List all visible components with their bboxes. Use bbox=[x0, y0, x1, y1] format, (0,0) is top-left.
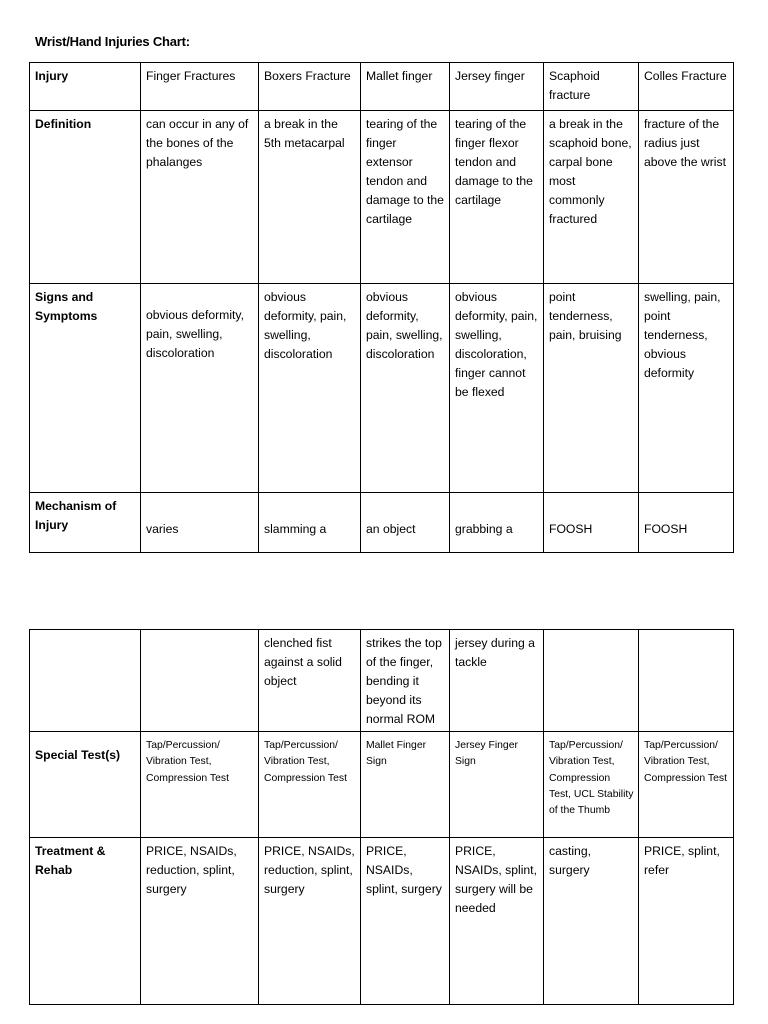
table-cell: Mallet Finger Sign bbox=[361, 732, 450, 838]
table-cell bbox=[639, 630, 734, 732]
row-header-special-tests: Special Test(s) bbox=[30, 732, 141, 838]
column-header-boxers-fracture: Boxers Fracture bbox=[259, 63, 361, 111]
table-cell: can occur in any of the bones of the phalanges bbox=[141, 111, 259, 284]
table-cell: an object bbox=[361, 493, 450, 553]
table-cell: tearing of the finger extensor tendon and damage to the cartilage bbox=[361, 111, 450, 284]
table-cell: PRICE, NSAIDs, reduction, splint, surgery bbox=[259, 838, 361, 1005]
row-header-mechanism-of-injury: Mechanism of Injury bbox=[30, 493, 141, 553]
table-cell: obvious deformity, pain, swelling, discoloration bbox=[361, 284, 450, 493]
table-cell: obvious deformity, pain, swelling, discoloration bbox=[141, 284, 259, 493]
table-row-special-tests bbox=[30, 732, 734, 838]
row-header-treatment-and-rehab: Treatment & Rehab bbox=[30, 838, 141, 1005]
table-cell bbox=[544, 630, 639, 732]
table-cell: casting, surgery bbox=[544, 838, 639, 1005]
row-header-injury: Injury bbox=[30, 63, 141, 111]
table-row-treatment-and-rehab bbox=[30, 838, 734, 1005]
table-row-mechanism-of-injury bbox=[30, 493, 734, 553]
table-row-injury bbox=[30, 63, 734, 111]
table-cell: PRICE, NSAIDs, reduction, splint, surgery bbox=[141, 838, 259, 1005]
table-cell: tearing of the finger flexor tendon and damage to the cartilage bbox=[450, 111, 544, 284]
table-cell: Tap/Percussion/ Vibration Test, Compression Test bbox=[639, 732, 734, 838]
table-cell: strikes the top of the finger, bending it beyond its normal ROM bbox=[361, 630, 450, 732]
table-cell: PRICE, NSAIDs, splint, surgery bbox=[361, 838, 450, 1005]
table-cell: slamming a bbox=[259, 493, 361, 553]
column-header-finger-fractures: Finger Fractures bbox=[141, 63, 259, 111]
table-cell bbox=[30, 630, 141, 732]
column-header-jersey-finger: Jersey finger bbox=[450, 63, 544, 111]
table-cell: obvious deformity, pain, swelling, discoloration, finger cannot be flexed bbox=[450, 284, 544, 493]
injuries-table-part-1 bbox=[29, 62, 734, 553]
table-cell: Jersey Finger Sign bbox=[450, 732, 544, 838]
table-cell: grabbing a bbox=[450, 493, 544, 553]
table-cell: a break in the 5th metacarpal bbox=[259, 111, 361, 284]
table-cell: Tap/Percussion/ Vibration Test, Compression Test bbox=[141, 732, 259, 838]
table-cell: Tap/Percussion/ Vibration Test, Compression Test bbox=[259, 732, 361, 838]
table-cell: PRICE, splint, refer bbox=[639, 838, 734, 1005]
table-row-definition bbox=[30, 111, 734, 284]
table-cell bbox=[141, 630, 259, 732]
row-header-signs-and-symptoms: Signs and Symptoms bbox=[30, 284, 141, 493]
table-cell: FOOSH bbox=[639, 493, 734, 553]
table-cell: Tap/Percussion/ Vibration Test, Compression Test, UCL Stability of the Thumb bbox=[544, 732, 639, 838]
column-header-mallet-finger: Mallet finger bbox=[361, 63, 450, 111]
table-cell: a break in the scaphoid bone, carpal bone most commonly fractured bbox=[544, 111, 639, 284]
injuries-table-part-2 bbox=[29, 629, 734, 1005]
column-header-colles-fracture: Colles Fracture bbox=[639, 63, 734, 111]
page-title: Wrist/Hand Injuries Chart: bbox=[35, 34, 190, 49]
table-cell: swelling, pain, point tenderness, obvious deformity bbox=[639, 284, 734, 493]
table-cell: clenched fist against a solid object bbox=[259, 630, 361, 732]
table-cell: point tenderness, pain, bruising bbox=[544, 284, 639, 493]
table-cell: fracture of the radius just above the wrist bbox=[639, 111, 734, 284]
row-header-definition: Definition bbox=[30, 111, 141, 284]
table-row-signs-and-symptoms bbox=[30, 284, 734, 493]
table-cell: jersey during a tackle bbox=[450, 630, 544, 732]
table-cell: varies bbox=[141, 493, 259, 553]
column-header-scaphoid-fracture: Scaphoid fracture bbox=[544, 63, 639, 111]
table-cell: obvious deformity, pain, swelling, discoloration bbox=[259, 284, 361, 493]
table-row-mechanism-continued bbox=[30, 630, 734, 732]
table-cell: PRICE, NSAIDs, splint, surgery will be needed bbox=[450, 838, 544, 1005]
table-cell: FOOSH bbox=[544, 493, 639, 553]
